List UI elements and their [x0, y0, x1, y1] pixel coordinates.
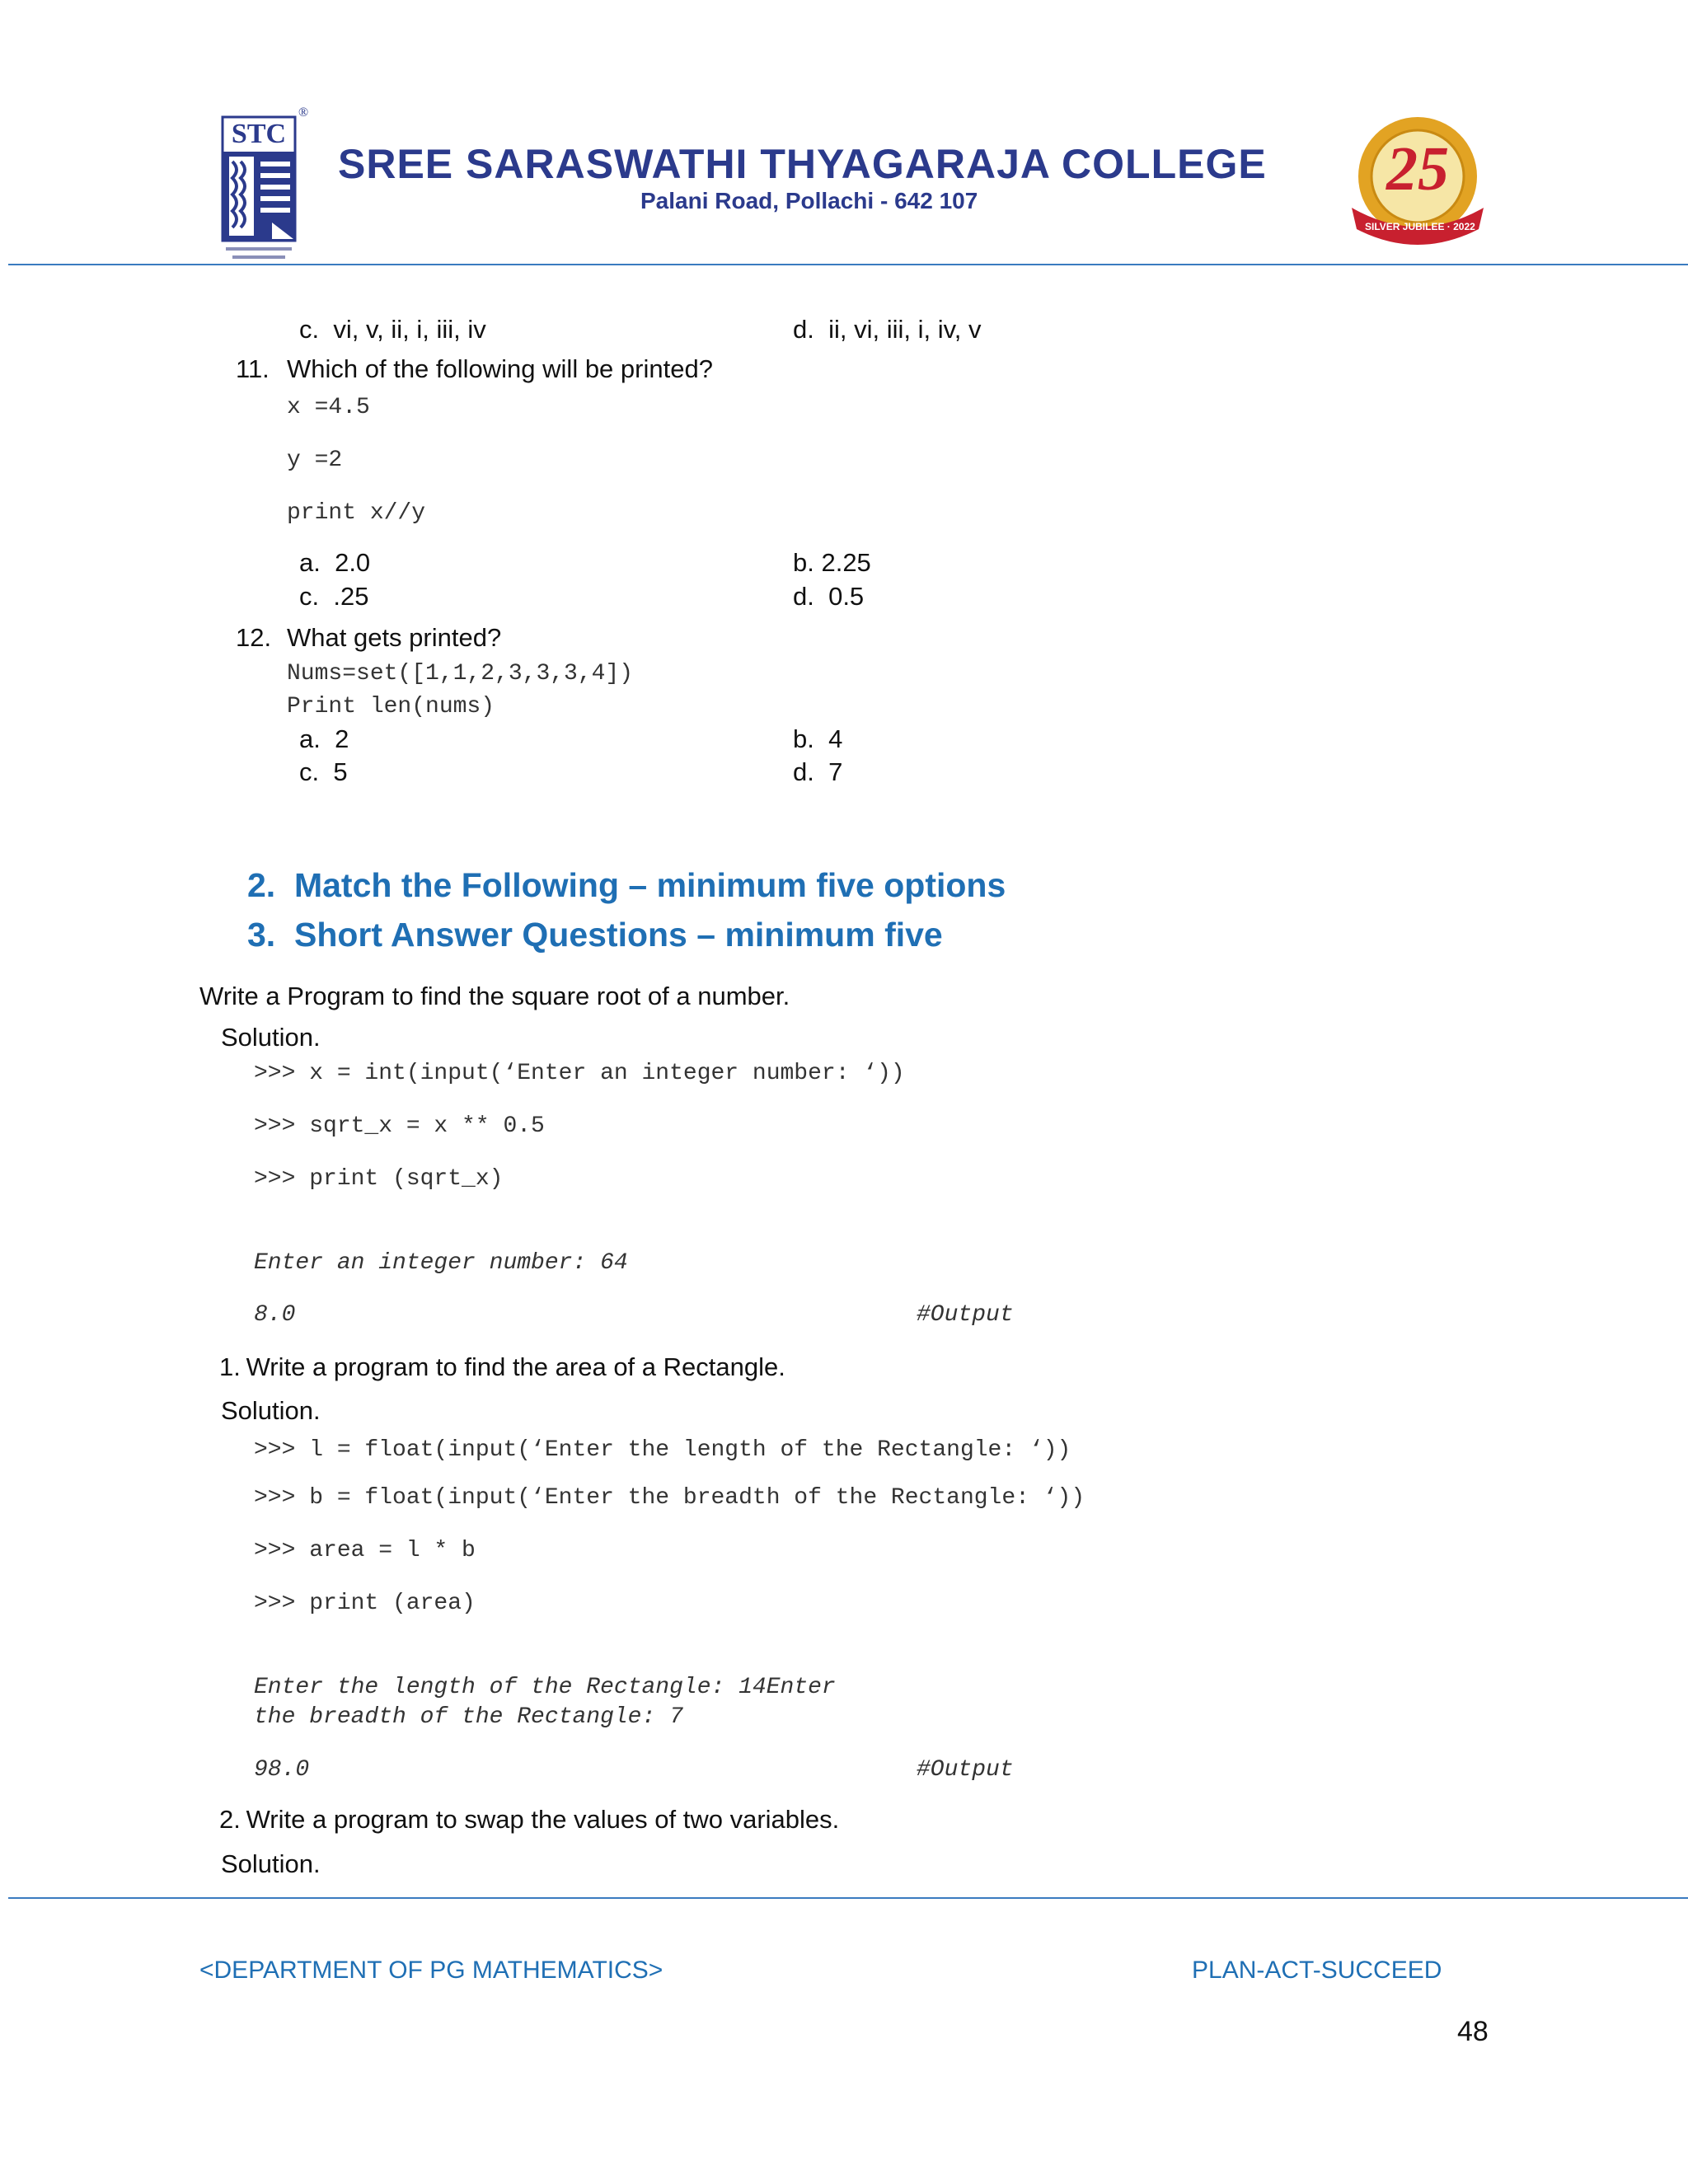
solution-label: Solution.	[221, 1396, 321, 1425]
solution-label: Solution.	[221, 1023, 321, 1052]
footer-motto: PLAN-ACT-SUCCEED	[1192, 1957, 1442, 1984]
college-logo	[221, 105, 309, 264]
question-number: 11.	[236, 354, 270, 383]
solution-label: Solution.	[221, 1849, 321, 1878]
code-line: >>> area = l * b	[254, 1538, 476, 1563]
code-line: Nums=set([1,1,2,3,3,3,4])	[287, 661, 634, 687]
section-heading-short-answer: 3. Short Answer Questions – minimum five	[247, 916, 943, 954]
code-line: >>> print (sqrt_x)	[254, 1166, 504, 1192]
code-line: >>> print (area)	[254, 1591, 476, 1616]
code-line: y =2	[287, 448, 343, 473]
program-prompt: the breadth of the Rectangle: 7	[254, 1704, 683, 1730]
program-prompt: Enter an integer number: 64	[254, 1250, 628, 1276]
option-b: b. 4	[793, 724, 843, 753]
output-label: #Output	[917, 1302, 1014, 1328]
output-value: 98.0	[254, 1757, 310, 1783]
option-c: c. .25	[299, 582, 369, 611]
output-label: #Output	[917, 1757, 1014, 1783]
question-number: 12.	[236, 623, 272, 652]
program-number: 2.	[219, 1805, 241, 1834]
jubilee-ribbon-text: SILVER JUBILEE · 2022	[1365, 221, 1475, 232]
code-line: print x//y	[287, 500, 426, 526]
code-line: >>> b = float(input(‘Enter the breadth of the Rectangle: ‘))	[254, 1485, 1085, 1511]
registered-mark: ®	[298, 105, 309, 120]
code-line: >>> l = float(input(‘Enter the length of the Rectangle: ‘))	[254, 1437, 1071, 1463]
footer-divider	[8, 1897, 1688, 1899]
option-c: c. vi, v, ii, i, iii, iv	[299, 315, 486, 344]
code-line: x =4.5	[287, 395, 370, 420]
college-address: Palani Road, Pollachi - 642 107	[640, 188, 978, 213]
silver-jubilee-emblem	[1343, 115, 1492, 247]
page-number: 48	[1457, 2016, 1489, 2047]
code-line: Print len(nums)	[287, 694, 495, 719]
question-text: What gets printed?	[287, 623, 502, 652]
option-a: a. 2	[299, 724, 349, 753]
option-d: d. 7	[793, 757, 843, 786]
footer-department: <DEPARTMENT OF PG MATHEMATICS>	[199, 1957, 663, 1984]
section-heading-match: 2. Match the Following – minimum five options	[247, 866, 1006, 904]
option-a: a. 2.0	[299, 548, 371, 577]
header-divider	[8, 264, 1688, 265]
program-prompt: Enter the length of the Rectangle: 14Enter	[254, 1675, 836, 1700]
output-value: 8.0	[254, 1302, 296, 1328]
jubilee-number: 25	[1386, 134, 1449, 204]
program-title: Write a program to swap the values of two variables.	[239, 1805, 840, 1834]
option-b: b. 2.25	[793, 548, 871, 577]
option-d: d. 0.5	[793, 582, 865, 611]
logo-text: STC	[231, 119, 287, 149]
college-name: SREE SARASWATHI THYAGARAJA COLLEGE	[338, 141, 1267, 187]
program-title: Write a Program to find the square root of a number.	[199, 982, 790, 1010]
code-line: >>> x = int(input(‘Enter an integer number: ‘))	[254, 1061, 905, 1086]
question-text: Which of the following will be printed?	[287, 354, 713, 383]
program-number: 1.	[219, 1352, 241, 1381]
code-line: >>> sqrt_x = x ** 0.5	[254, 1113, 545, 1139]
program-title: Write a program to find the area of a Rectangle.	[239, 1352, 785, 1381]
option-d: d. ii, vi, iii, i, iv, v	[793, 315, 982, 344]
option-c: c. 5	[299, 757, 348, 786]
